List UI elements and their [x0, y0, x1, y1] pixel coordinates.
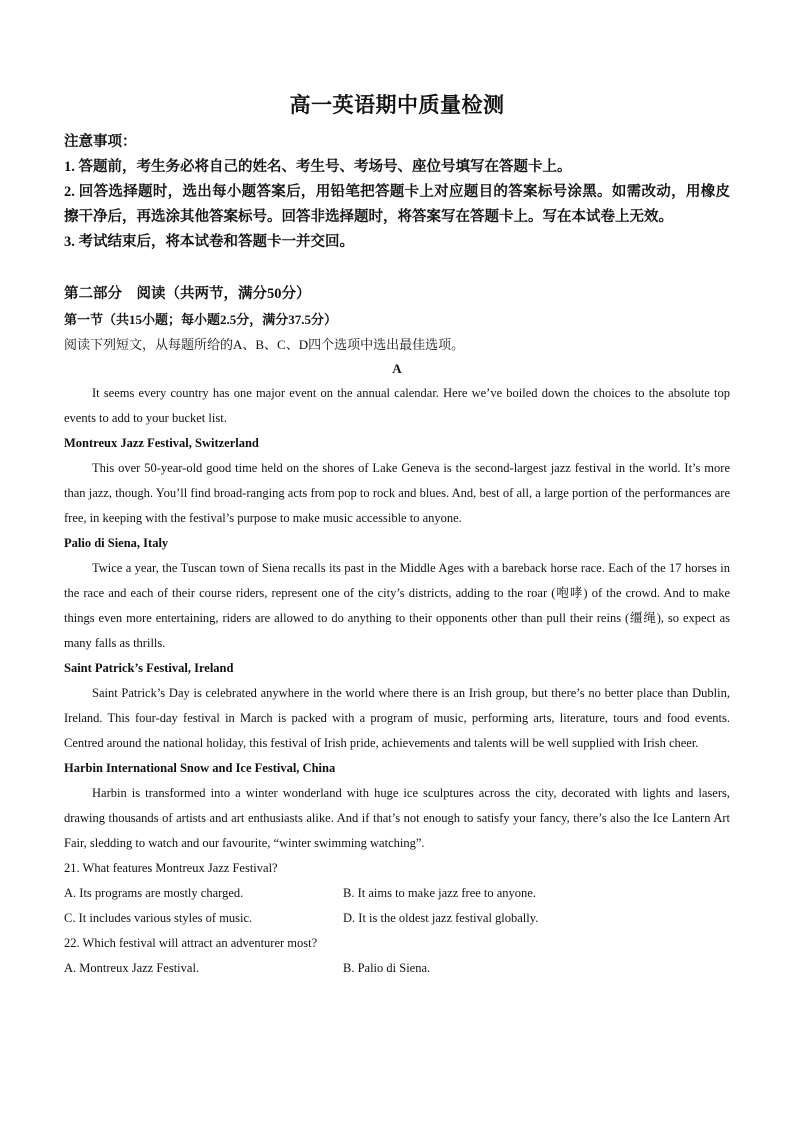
notice-item-3: 3. 考试结束后，将本试卷和答题卡一并交回。 — [64, 234, 354, 250]
page-title: 高一英语期中质量检测 — [289, 93, 505, 117]
festival-text-montreux: This over 50-year-old good time held on the shores of Lake Geneva is the second-largest jazz festival in the world. It’s more than jazz, though. You’ll find broad-ranging acts from pop to rock and blues. And, best of all, a large portion of the performances are free, in keeping with the festival’s purpose to make music accessible to anyone. — [64, 461, 730, 525]
festival-text-saint-patrick: Saint Patrick’s Day is celebrated anywhere in the world where there is an Irish group, but there’s no better place than Dublin, Ireland. This four-day festival in March is packed with a program of music, performing arts, literature, tours and food events. Centred around the national holiday, this festival of Irish pride, achievements and talents will be well supplied with Irish cheer. — [64, 686, 730, 750]
option-b: B. Palio di Siena. — [343, 961, 431, 975]
exam-page — [64, 92, 730, 981]
festival-heading-siena: Palio di Siena, Italy — [64, 536, 169, 550]
section-title: 第一节（共15小题；每小题2.5分，满分37.5分） — [64, 312, 338, 327]
part-header — [64, 282, 730, 357]
option-a: A. Montreux Jazz Festival. — [64, 961, 200, 975]
question-options — [64, 881, 730, 931]
passage-label: A — [392, 361, 402, 376]
option-c: C. It includes various styles of music. — [64, 911, 253, 925]
festival-text-harbin: Harbin is transformed into a winter wonderland with huge ice sculptures across the city, decorated with lights and lasers, drawing thousands of artists and art enthusiasts alike. And if that’s not enough to satisfy your fancy, there’s also the Ice Lantern Art Fair, sledding to watch and our favourite, “winter swimming watching”. — [64, 786, 730, 850]
festival-heading-montreux: Montreux Jazz Festival, Switzerland — [64, 436, 259, 450]
notice-item-2: 2. 回答选择题时，选出每小题答案后，用铅笔把答题卡上对应题目的答案标号涂黑。如需改动，用橡皮擦干净后，再选涂其他答案标号。回答非选择题时，将答案写在答题卡上。写在本试卷上无效。 — [64, 184, 730, 225]
festival-text-siena: Twice a year, the Tuscan town of Siena recalls its past in the Middle Ages with a bareback horse race. Each of the 17 horses in the race and each of their course riders, represent one of the city’s districts, adding to the roar (咆哮) of the crowd. And to make things even more entertaining, riders are allowed to do anything to their opponents other than pull their reins (缰绳), so expect as many falls as thrills. — [64, 561, 730, 650]
question-stem: 21. What features Montreux Jazz Festival? — [64, 861, 278, 875]
question-21 — [64, 856, 730, 931]
question-22 — [64, 931, 730, 981]
notice-heading: 注意事项： — [64, 134, 137, 150]
section-gap — [64, 255, 730, 282]
passage-intro: It seems every country has one major event on the annual calendar. Here we’ve boiled down the choices to the absolute top events to add to your bucket list. — [64, 386, 730, 425]
option-a: A. Its programs are mostly charged. — [64, 886, 244, 900]
question-options — [64, 956, 730, 981]
notice-block — [64, 130, 730, 255]
question-stem: 22. Which festival will attract an adventurer most? — [64, 936, 318, 950]
festival-heading-saint-patrick: Saint Patrick’s Festival, Ireland — [64, 661, 234, 675]
option-d: D. It is the oldest jazz festival globally. — [343, 911, 539, 925]
part-title: 第二部分 阅读（共两节，满分50分） — [64, 286, 311, 302]
section-instruction: 阅读下列短文，从每题所给的A、B、C、D四个选项中选出最佳选项。 — [64, 337, 465, 352]
passage-a — [64, 357, 730, 856]
notice-item-1: 1. 答题前，考生务必将自己的姓名、考生号、考场号、座位号填写在答题卡上。 — [64, 159, 572, 175]
festival-heading-harbin: Harbin International Snow and Ice Festival, China — [64, 761, 336, 775]
option-b: B. It aims to make jazz free to anyone. — [343, 886, 536, 900]
